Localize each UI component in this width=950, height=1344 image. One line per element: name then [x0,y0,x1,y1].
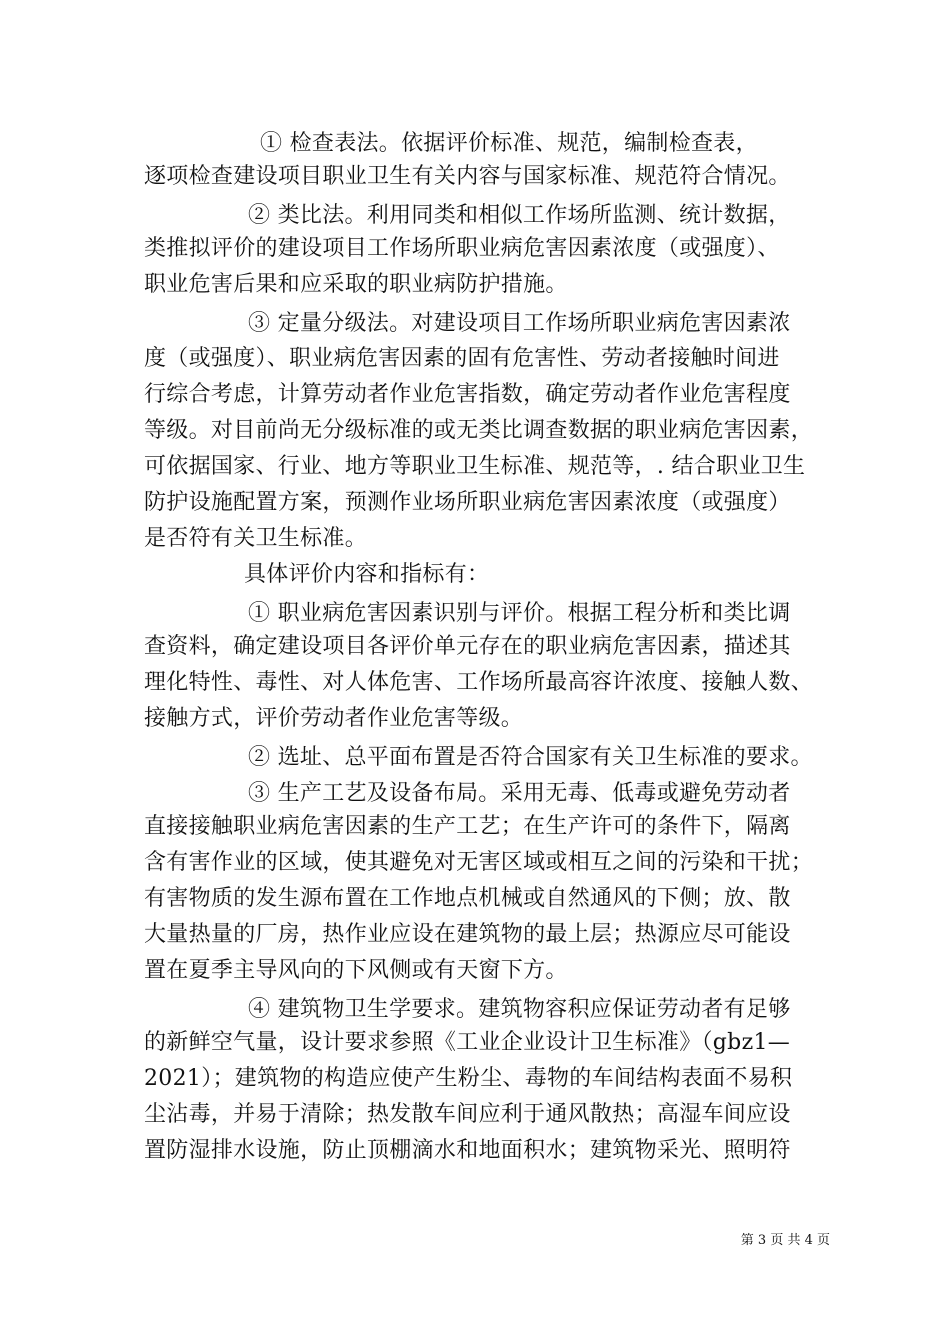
paragraph-line: 可依据国家、行业、地方等职业卫生标准、规范等，. 结合职业卫生 [144,454,806,479]
paragraph-line: ① 检查表法。依据评价标准、规范，编制检查表， [260,131,758,156]
paragraph-line: 职业危害后果和应采取的职业病防护措施。 [144,272,568,297]
paragraph-line: 含有害作业的区域，使其避免对无害区域或相互之间的污染和干扰； [144,850,814,875]
paragraph-line: 等级。对目前尚无分级标准的或无类比调查数据的职业病危害因素， [144,418,814,443]
paragraph-line: ② 选址、总平面布置是否符合国家有关卫生标准的要求。 [248,745,813,770]
paragraph-line: 尘沾毒，并易于清除；热发散车间应利于通风散热；高湿车间应设 [144,1102,791,1127]
paragraph-line: 直接接触职业病危害因素的生产工艺；在生产许可的条件下，隔离 [144,814,791,839]
paragraph-line: 防护设施配置方案，预测作业场所职业病危害因素浓度（或强度） [144,490,791,515]
paragraph-line: ③ 生产工艺及设备布局。采用无毒、低毒或避免劳动者 [248,781,791,806]
page-number-footer: 第 3 页 共 4 页 [740,1233,830,1248]
paragraph-line: 大量热量的厂房，热作业应设在建筑物的最上层；热源应尽可能设 [144,922,791,947]
paragraph-line: 有害物质的发生源布置在工作地点机械或自然通风的下侧；放、散 [144,886,791,911]
paragraph-line: 接触方式，评价劳动者作业危害等级。 [144,706,524,731]
paragraph-line: 度（或强度）、职业病危害因素的固有危害性、劳动者接触时间进 [144,346,780,371]
paragraph-line: ④ 建筑物卫生学要求。建筑物容积应保证劳动者有足够 [248,997,791,1022]
paragraph-line: 2021）；建筑物的构造应使产生粉尘、毒物的车间结构表面不易积 [144,1066,793,1091]
paragraph-line: 具体评价内容和指标有： [244,562,490,587]
paragraph-line: 置在夏季主导风向的下风侧或有天窗下方。 [144,958,568,983]
paragraph-line: ② 类比法。利用同类和相似工作场所监测、统计数据， [248,203,791,228]
paragraph-line: 置防湿排水设施，防止顶棚滴水和地面积水；建筑物采光、照明符 [144,1138,791,1163]
paragraph-line: 是否符有关卫生标准。 [144,526,368,551]
paragraph-line: 行综合考虑，计算劳动者作业危害指数，确定劳动者作业危害程度 [144,382,791,407]
paragraph-line: 理化特性、毒性、对人体危害、工作场所最高容许浓度、接触人数、 [144,670,814,695]
paragraph-line: ③ 定量分级法。对建设项目工作场所职业病危害因素浓 [248,311,791,336]
paragraph-line: ① 职业病危害因素识别与评价。根据工程分析和类比调 [248,601,791,626]
paragraph-line: 的新鲜空气量，设计要求参照《工业企业设计卫生标准》（gbz1— [144,1030,791,1055]
paragraph-line: 类推拟评价的建设项目工作场所职业病危害因素浓度（或强度）、 [144,236,780,261]
paragraph-line: 逐项检查建设项目职业卫生有关内容与国家标准、规范符合情况。 [144,164,791,189]
paragraph-line: 查资料，确定建设项目各评价单元存在的职业病危害因素，描述其 [144,634,791,659]
